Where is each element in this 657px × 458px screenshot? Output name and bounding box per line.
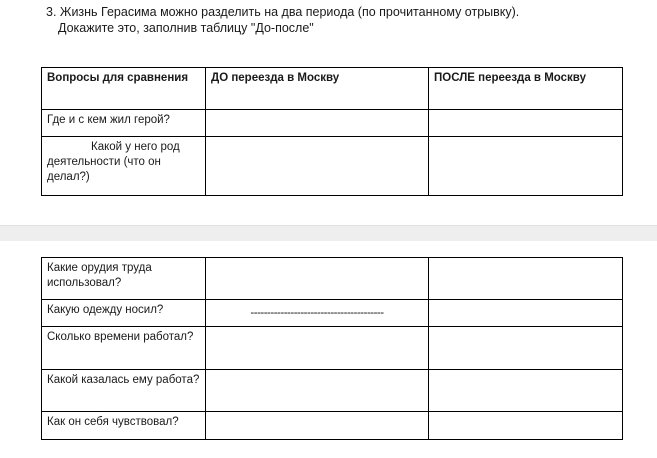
answer-before-cell[interactable] <box>206 370 429 412</box>
answer-after-cell[interactable] <box>429 258 623 300</box>
comparison-table-part-2 <box>41 257 623 440</box>
header-before: ДО переезда в Москву <box>206 68 429 110</box>
question-text-first-line: Какой у него род <box>91 141 180 153</box>
page-break-gap <box>0 225 657 242</box>
answer-after-cell[interactable] <box>429 412 623 440</box>
header-after: ПОСЛЕ переезда в Москву <box>429 68 623 110</box>
table-row <box>42 137 623 196</box>
comparison-table-part-1 <box>41 67 623 196</box>
answer-after-cell[interactable] <box>429 300 623 327</box>
question-cell: Какую одежду носил? <box>42 300 206 327</box>
answer-after-cell[interactable] <box>429 327 623 370</box>
table-row <box>42 300 623 327</box>
answer-after-cell[interactable] <box>429 370 623 412</box>
question-cell: Какой казалась ему работа? <box>42 370 206 412</box>
task-line-2: Докажите это, заполнив таблицу "До-после" <box>58 21 314 35</box>
question-cell: Какие орудия труда использовал? <box>42 258 206 300</box>
answer-before-cell[interactable] <box>206 137 429 196</box>
answer-before-cell[interactable] <box>206 258 429 300</box>
table-row <box>42 412 623 440</box>
answer-after-cell[interactable] <box>429 137 623 196</box>
header-questions: Вопросы для сравнения <box>42 68 206 110</box>
table-row <box>42 110 623 137</box>
question-cell: Как он себя чувствовал? <box>42 412 206 440</box>
answer-before-cell[interactable] <box>206 110 429 137</box>
question-cell: Где и с кем жил герой? <box>42 110 206 137</box>
table-header-row <box>42 68 623 110</box>
answer-before-cell[interactable] <box>206 327 429 370</box>
answer-before-cell[interactable] <box>206 412 429 440</box>
answer-after-cell[interactable] <box>429 110 623 137</box>
table-row <box>42 327 623 370</box>
document-page-top <box>0 0 657 225</box>
table-row <box>42 370 623 412</box>
question-text-rest: деятельности (что он делал?) <box>47 156 161 183</box>
task-line-1: 3. Жизнь Герасима можно разделить на два периода (по прочитанному отрывку). <box>46 5 520 19</box>
answer-before-cell[interactable]: ---------------------------------------- <box>206 300 429 327</box>
question-cell: Сколько времени работал? <box>42 327 206 370</box>
task-instruction <box>46 4 646 36</box>
question-cell <box>42 137 206 196</box>
table-row <box>42 258 623 300</box>
